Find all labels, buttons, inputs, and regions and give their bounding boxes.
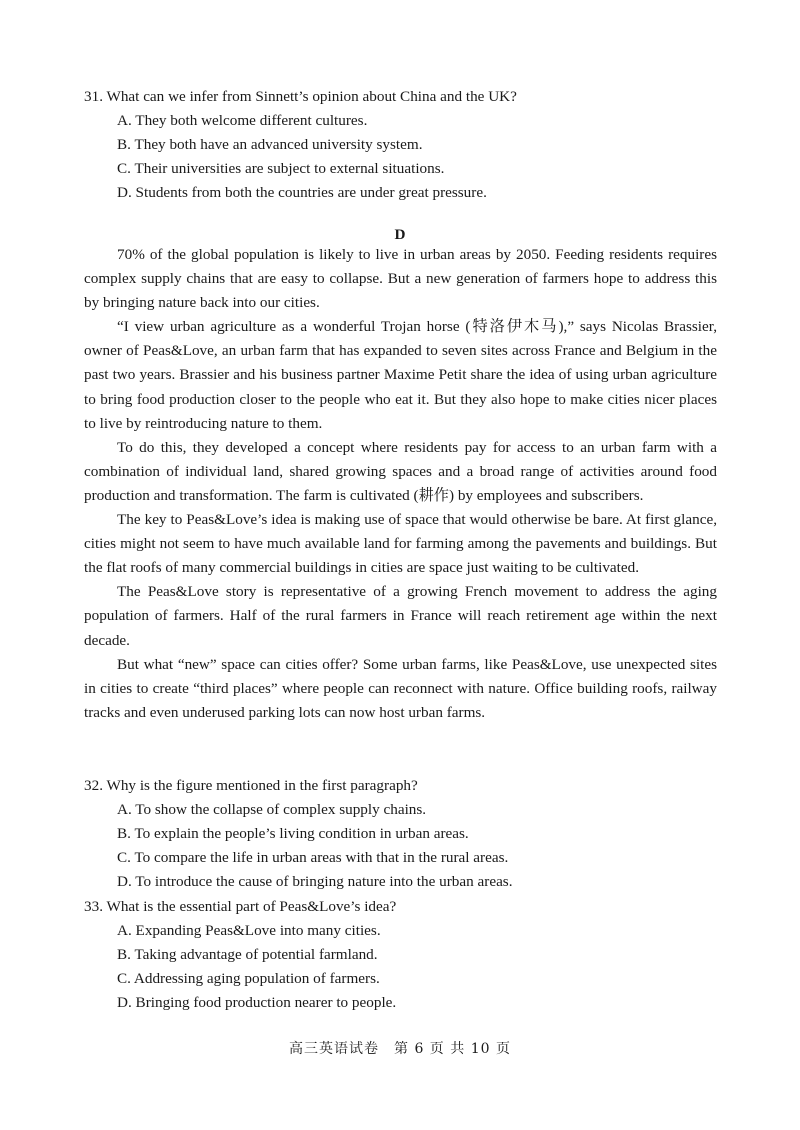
question-32-option-a: A. To show the collapse of complex supply chains. [117,801,427,818]
question-33-option-c: C. Addressing aging population of farmers. [117,970,380,987]
passage-paragraph-1: 70% of the global population is likely to live in urban areas by 2050. Feeding residents requires complex supply chains that are easy to collapse. But a new generation of farmers hope to address this by bringing nature back into our cities. [84,246,717,312]
question-31-option-d: D. Students from both the countries are under great pressure. [117,184,487,201]
passage-paragraph-3: To do this, they developed a concept where residents pay for access to an urban farm with a combination of individual land, shared growing spaces and a broad range of activities around food production and transformation. The farm is cultivated (耕作) by employees and subscribers. [84,438,717,504]
section-heading: D [394,226,406,243]
passage-paragraph-6: But what “new” space can cities offer? Some urban farms, like Peas&Love, use unexpected sites in cities to create “third places” where people can reconnect with nature. Office building roofs, railway tracks and even underused parking lots can now host urban farms. [84,655,717,721]
question-32-option-b: B. To explain the people’s living condition in urban areas. [117,825,469,842]
question-33-option-d: D. Bringing food production nearer to people. [117,994,397,1011]
question-32-option-d: D. To introduce the cause of bringing nature into the urban areas. [117,873,513,890]
page-footer: 高三英语试卷 第 6 页 共 10 页 [289,1041,511,1057]
passage-paragraph-2: “I view urban agriculture as a wonderful Trojan horse (特洛伊木马),” says Nicolas Brassier, owner of Peas&Love, an urban farm that has expanded to seven sites across France and Belgium in the past two years. Brassier and his business partner Maxime Petit share the idea of using urban agriculture to bring food production closer to the people who eat it. But they also hope to make cities nicer places to live by reintroducing nature to them. [84,318,717,432]
question-31-option-b: B. They both have an advanced university system. [117,136,423,153]
question-33-option-a: A. Expanding Peas&Love into many cities. [117,922,381,939]
question-31-stem: 31. What can we infer from Sinnett’s opinion about China and the UK? [84,88,517,105]
question-31-option-a: A. They both welcome different cultures. [117,112,368,129]
passage-paragraph-4: The key to Peas&Love’s idea is making use of space that would otherwise be bare. At first glance, cities might not seem to have much available land for farming among the pavements and buildings. But the flat roofs of many commercial buildings in cities are space just waiting to be cultivated. [84,511,717,577]
reading-passage [84,243,717,725]
question-33-option-b: B. Taking advantage of potential farmland. [117,946,378,963]
question-32-option-c: C. To compare the life in urban areas with that in the rural areas. [117,849,509,866]
question-33-stem: 33. What is the essential part of Peas&Love’s idea? [84,898,397,915]
question-31-option-c: C. Their universities are subject to external situations. [117,160,445,177]
question-32-stem: 32. Why is the figure mentioned in the first paragraph? [84,777,418,794]
passage-paragraph-5: The Peas&Love story is representative of a growing French movement to address the aging population of farmers. Half of the rural farmers in France will reach retirement age within the next decade. [84,583,717,649]
